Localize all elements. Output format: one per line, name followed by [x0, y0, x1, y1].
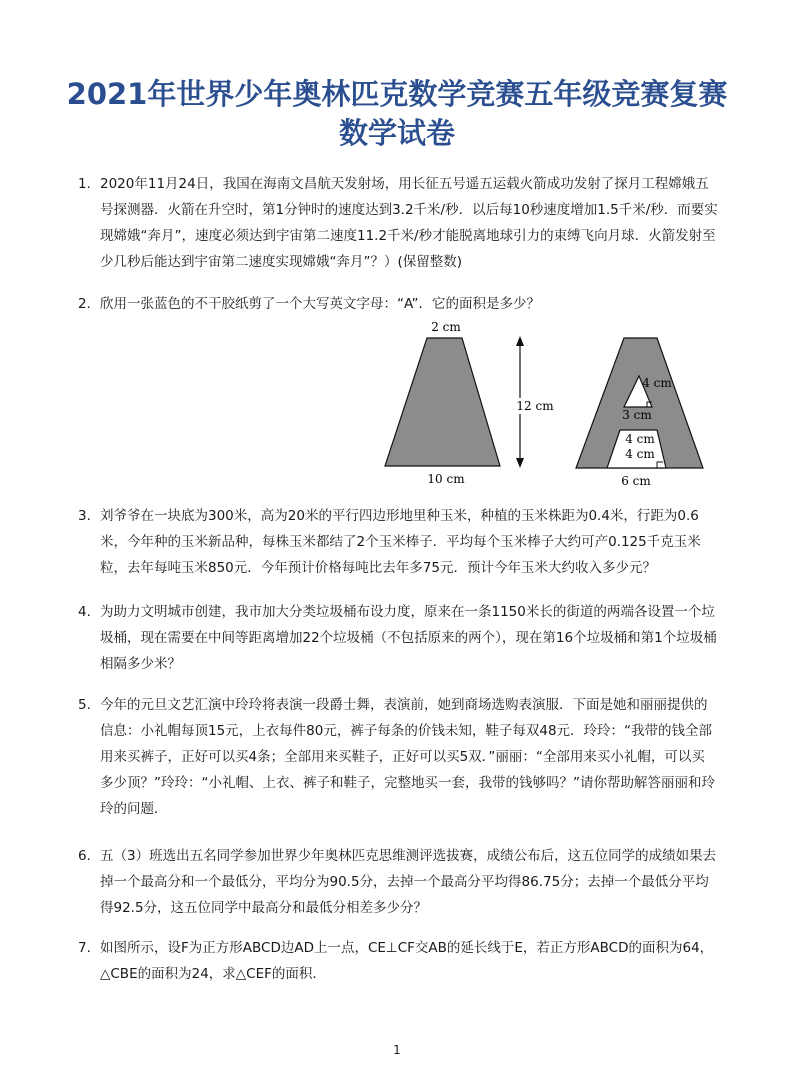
trapezoid-top-label: 4 cm	[625, 432, 655, 446]
height-label: 12 cm	[516, 399, 554, 413]
question-text: 为助力文明城市创建，我市加大分类垃圾桶布设力度，原来在一条1150米长的街道的两端各设置一个垃圾桶，现在需要在中间等距离增加22个垃圾桶（不包括原来的两个），现在第16个垃圾桶和第1个垃圾桶相隔多少米？	[100, 604, 717, 672]
a-bottom-label: 6 cm	[621, 474, 651, 488]
question-6	[78, 843, 718, 921]
question-number: 2.	[78, 296, 91, 312]
page-number: 1	[393, 1043, 401, 1057]
question-number: 4.	[78, 604, 91, 620]
question-1	[78, 171, 718, 275]
question-number: 5.	[78, 697, 91, 713]
question-4	[78, 599, 718, 677]
page-title-line1: 2021年世界少年奥林匹克数学竞赛五年级竞赛复赛	[66, 77, 728, 111]
trapezoid-height-label: 4 cm	[625, 447, 655, 461]
triangle-side-label: 4 cm	[642, 376, 672, 390]
triangle-base-label: 3 cm	[622, 408, 652, 422]
question-3	[78, 503, 718, 581]
bottom-width-label: 10 cm	[427, 472, 465, 486]
page-title-line2: 数学试卷	[338, 116, 455, 150]
question-text: 五（3）班选出五名同学参加世界少年奥林匹克思维测评选拔赛，成绩公布后，这五位同学的成绩如果去掉一个最高分和一个最低分，平均分为90.5分，去掉一个最高分平均得86.75分；去掉一个最低分平均得92.5分，这五位同学中最高分和最低分相差多少分？	[100, 848, 717, 916]
question-number: 1.	[78, 176, 91, 192]
question-5	[78, 692, 718, 822]
question-text: 今年的元旦文艺汇演中玲玲将表演一段爵士舞，表演前，她到商场选购表演服．下面是她和丽丽提供的信息：小礼帽每顶15元，上衣每件80元，裤子每条的价钱未知，鞋子每双48元．玲玲：“我带的钱全部用来买裤子，正好可以买4条；全部用来买鞋子，正好可以买5双．”丽丽：“全部用来买小礼帽，可以买多少顶？”玲玲：“小礼帽、上衣、裤子和鞋子，完整地买一套，我带的钱够吗？”请你帮助解答丽丽和玲玲的问题．	[100, 697, 715, 817]
question-text: 2020年11月24日，我国在海南文昌航天发射场，用长征五号遥五运载火箭成功发射了探月工程嫦娥五号探测器．火箭在升空时，第1分钟时的速度达到3.2千米/秒．以后每10秒速度增加1.5千米/秒．而要实现嫦娥“奔月”，速度必须达到宇宙第二速度11.2千米/秒才能脱离地球引力的束缚飞向月球．火箭发射至少几秒后能达到宇宙第二速度实现嫦娥“奔月”？）(保留整数)	[100, 176, 718, 270]
question-7	[78, 935, 718, 987]
question-number: 7.	[78, 940, 91, 956]
question-text: 欣用一张蓝色的不干胶纸剪了一个大写英文字母：“A”．它的面积是多少？	[100, 296, 541, 312]
trapezoid-shape	[385, 338, 500, 466]
top-width-label: 2 cm	[431, 320, 461, 334]
question-text: 如图所示，设F为正方形ABCD边AD上一点，CE⊥CF交AB的延长线于E，若正方形ABCD的面积为64，△CBE的面积为24，求△CEF的面积．	[100, 940, 714, 982]
question-number: 3.	[78, 508, 91, 524]
letter-a-figure	[0, 310, 794, 490]
question-text: 刘爷爷在一块底为300米，高为20米的平行四边形地里种玉米，种植的玉米株距为0.4米，行距为0.6米，今年种的玉米新品种，每株玉米都结了2个玉米棒子．平均每个玉米棒子大约可产0.125千克玉米粒，去年每吨玉米850元．今年预计价格每吨比去年多75元．预计今年玉米大约收入多少元？	[100, 508, 701, 576]
question-number: 6.	[78, 848, 91, 864]
